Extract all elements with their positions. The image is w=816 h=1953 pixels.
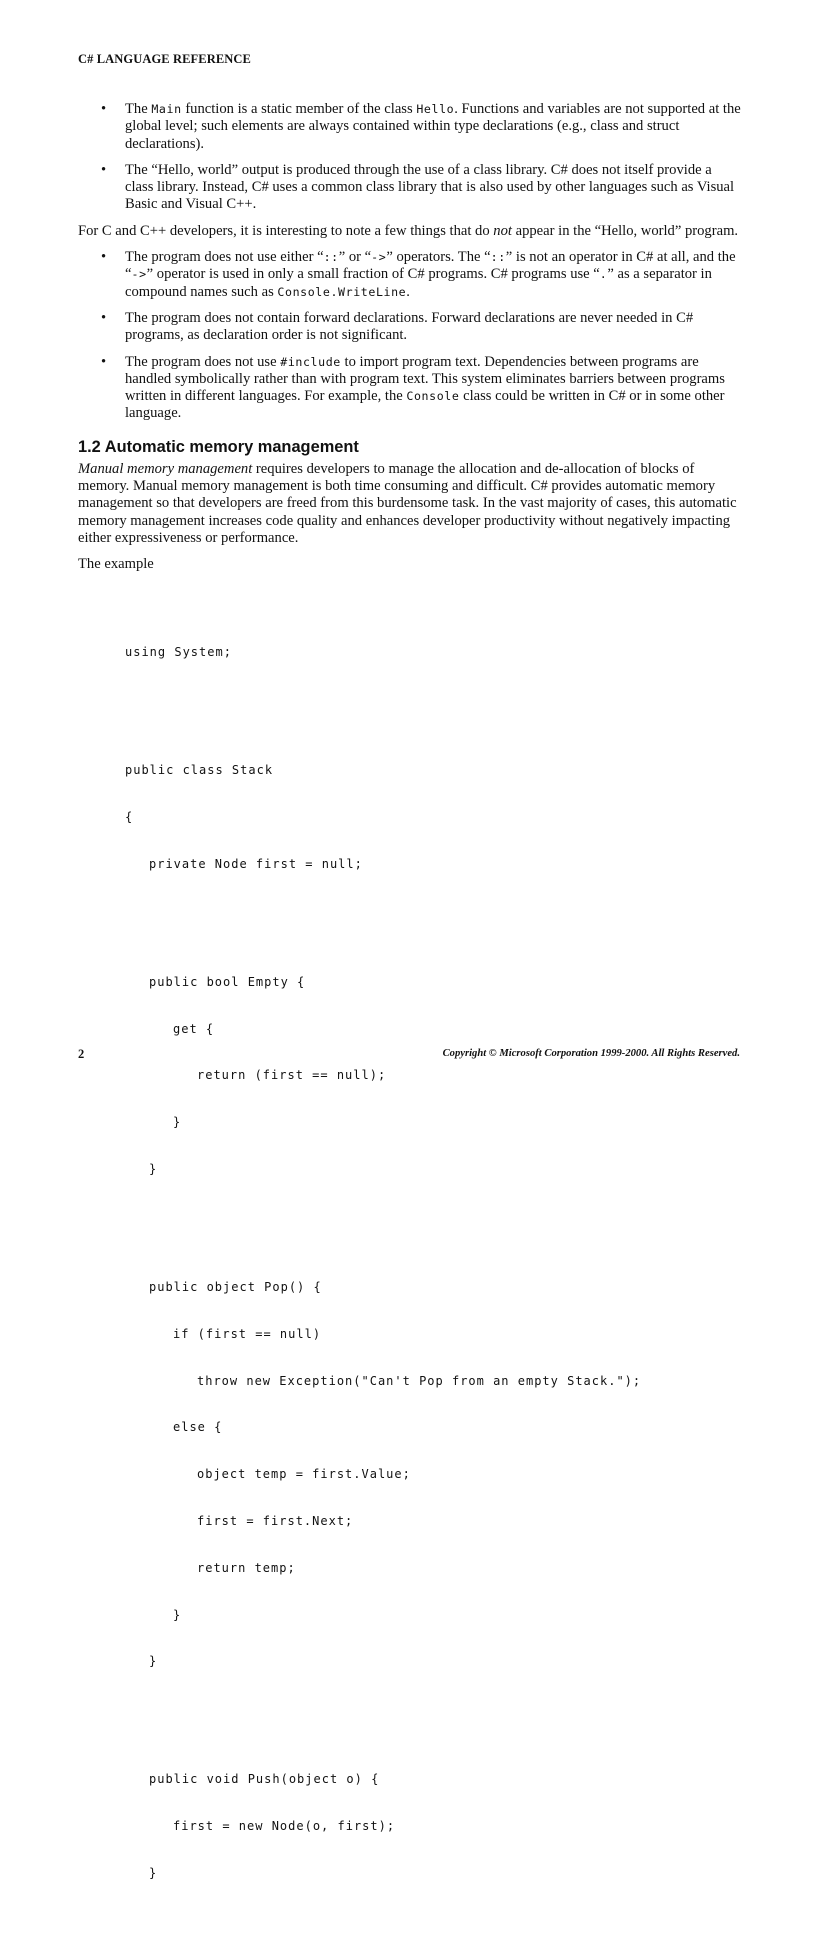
inline-code: Hello	[416, 102, 455, 116]
code-line: }	[149, 1654, 158, 1669]
note-bullet-list	[78, 249, 742, 423]
inline-code: ->	[371, 250, 387, 265]
section-paragraph: Manual memory management requires developers to manage the allocation and de-allocation of blocks of memory. Manual memory management is both time consuming and difficult. C# provides automatic memory management so that developers are freed from this burdensome task. In the vast majority of cases, this automatic memory management increases code quality and enhances developer productivity without negatively impacting either expressiveness or performance.	[78, 460, 737, 546]
code-line: first = new Node(o, first);	[173, 1819, 396, 1834]
inline-code: .	[599, 267, 608, 282]
note-paragraph: For C and C++ developers, it is interesting to note a few things that do not appear in the “Hello, world” program.	[78, 222, 739, 239]
code-line: {	[125, 809, 134, 824]
page-number: 2	[78, 1047, 85, 1061]
inline-code: ::	[323, 250, 339, 265]
code-line: }	[149, 1866, 158, 1881]
inline-code: Main	[151, 102, 182, 116]
code-line: public void Push(object o) {	[149, 1772, 380, 1787]
code-group	[125, 1249, 742, 1701]
code-line: private Node first = null;	[149, 856, 363, 871]
code-line: first = first.Next;	[197, 1513, 354, 1528]
code-line: }	[149, 1161, 158, 1176]
code-group	[125, 614, 742, 692]
code-line: public bool Empty {	[149, 974, 306, 989]
code-line: if (first == null)	[173, 1326, 322, 1341]
code-line: public object Pop() {	[149, 1280, 322, 1295]
inline-code: #include	[280, 354, 341, 369]
list-item: • The program does not use either “::” or “->” operators. The “::” is not an operator in C# at all, and the “->” operator is used in only a small fraction of C# programs. C# programs use “.” as a separator in compound names such as Console.WriteLine.	[101, 249, 736, 300]
code-line: throw new Exception("Can't Pop from an empty Stack.");	[197, 1373, 642, 1388]
bullet-icon: •	[101, 309, 107, 326]
code-group	[125, 944, 742, 1209]
code-line: }	[173, 1607, 182, 1622]
intro-bullet-list	[78, 101, 742, 214]
copyright-notice: Copyright © Microsoft Corporation 1999-2000. All Rights Reserved.	[442, 1048, 740, 1059]
inline-code: ::	[490, 250, 506, 265]
code-group	[125, 732, 742, 904]
list-item: • The program does not use #include to import program text. Dependencies between programs are handled symbolically rather than with program text. This system eliminates barriers between programs written in different languages. For example, the Console class could be written in C# or in some other language.	[101, 353, 725, 422]
inline-code: ->	[131, 267, 147, 282]
running-header: C# LANGUAGE REFERENCE	[78, 52, 251, 66]
code-line: get {	[173, 1021, 215, 1036]
code-line: object temp = first.Value;	[197, 1467, 411, 1482]
code-line: using System;	[125, 644, 232, 659]
list-item: • The program does not contain forward declarations. Forward declarations are never needed in C# programs, as declaration order is not significant.	[101, 309, 694, 344]
example-label: The example	[78, 556, 154, 573]
list-item: • The Main function is a static member of the class Hello. Functions and variables are not supported at the global level; such elements are always contained within type declarations (e.g., class and struct declarations).	[101, 101, 741, 152]
code-block	[125, 583, 742, 1953]
code-line: return (first == null);	[197, 1068, 387, 1083]
code-group	[125, 1741, 742, 1913]
page-body	[78, 101, 742, 1953]
code-line: }	[173, 1115, 182, 1130]
bullet-icon: •	[101, 353, 107, 370]
bullet-icon: •	[101, 161, 107, 178]
list-item: • The “Hello, world” output is produced through the use of a class library. C# does not itself provide a class library. Instead, C# uses a common class library that is also used by other languages such as Visual Basic and Visual C++.	[101, 161, 735, 213]
inline-code: Console	[406, 389, 460, 404]
bullet-icon: •	[101, 101, 107, 117]
bullet-icon: •	[101, 249, 107, 266]
section-heading: 1.2 Automatic memory management	[78, 437, 359, 456]
code-line: else {	[173, 1420, 223, 1435]
code-line: public class Stack	[125, 763, 274, 778]
inline-code: Console.WriteLine	[277, 284, 407, 299]
code-line: return temp;	[197, 1560, 296, 1575]
